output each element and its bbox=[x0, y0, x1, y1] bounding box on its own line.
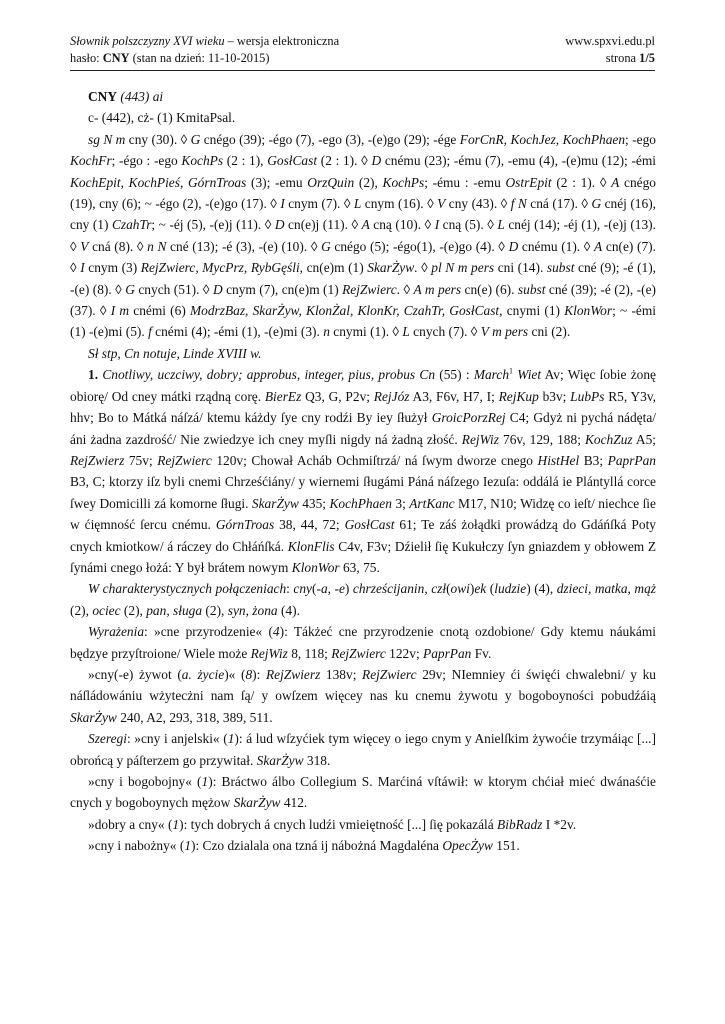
text-run: cnémi (4); -émi (1), -(e)mi (3). bbox=[151, 324, 324, 340]
text-run: cn(e)j (11). ◊ bbox=[284, 217, 362, 233]
text-run: A5; bbox=[632, 431, 657, 447]
site-url[interactable]: www.spxvi.edu.pl bbox=[565, 34, 655, 48]
page-indicator: strona 1/5 bbox=[605, 51, 655, 65]
italic-text-run: czł bbox=[431, 581, 447, 597]
italic-text-run: SkarŻyw bbox=[70, 709, 117, 725]
italic-text-run: RejZwierc bbox=[331, 645, 386, 661]
italic-text-run: BierEz bbox=[264, 388, 302, 404]
text-run: , cn(e)m (1) bbox=[299, 260, 368, 276]
text-run: R5, Y3v, hhv; Bo to Mátká náſzá/ ktemu káżdy ſye cny rodźi By iey ſłużył bbox=[70, 388, 656, 426]
italic-text-run: V bbox=[437, 196, 446, 212]
entry-headword-line bbox=[70, 86, 656, 107]
italic-text-run: RejZwierc bbox=[362, 666, 417, 682]
italic-text-run: KochPhaen bbox=[329, 495, 392, 511]
expressions-paragraph bbox=[70, 621, 656, 664]
italic-text-run: mąż bbox=[634, 581, 656, 597]
italic-text-run: sługa bbox=[173, 602, 203, 618]
text-run: (2 : 1). ◊ bbox=[551, 174, 612, 190]
italic-text-run: GosłCast bbox=[267, 153, 318, 169]
italic-text-run: GosłCast bbox=[344, 517, 395, 533]
text-run: Av; Więc ſobie żonę obiorę/ Od cney mátki rządną corę. bbox=[70, 367, 656, 404]
italic-text-run: ModrzBaz, SkarŻyw, KlonŻal, KlonKr, CzahTr, GosłCast bbox=[190, 303, 500, 319]
text-run: ) bbox=[469, 581, 475, 597]
text-run: 76v, 129, 188; bbox=[498, 431, 585, 447]
text-run: I *2v. bbox=[542, 816, 577, 832]
italic-text-run: G bbox=[321, 238, 331, 254]
italic-text-run: PaprPan bbox=[607, 452, 656, 468]
italic-text-run: I m bbox=[110, 303, 130, 319]
text-run: cny (43). ◊ bbox=[445, 196, 511, 212]
text-run: cné (39); -é (2), -(e) (37). ◊ bbox=[70, 281, 656, 319]
italic-text-run: OpecŻyw bbox=[442, 838, 493, 854]
text-run: (3); -emu bbox=[246, 174, 308, 190]
text-run: b3v; bbox=[538, 388, 571, 404]
italic-text-run: G bbox=[125, 281, 135, 297]
italic-text-run: 1 bbox=[172, 816, 180, 832]
italic-text-run: ArtKanc bbox=[409, 495, 455, 511]
text-run: Fv. bbox=[471, 645, 492, 661]
text-run: cnych (7). ◊ bbox=[409, 324, 481, 340]
text-run: (2), bbox=[70, 602, 93, 618]
italic-text-run: ociec bbox=[92, 602, 121, 618]
text-run: »cny i nabożny« ( bbox=[88, 838, 185, 854]
text-run: 151. bbox=[492, 838, 520, 854]
text-run: (2 : 1). ◊ bbox=[317, 153, 372, 169]
text-run: cn(e) (6). bbox=[461, 281, 518, 297]
italic-text-run: L bbox=[497, 217, 505, 233]
italic-text-run: A bbox=[361, 217, 370, 233]
text-run: . ◊ bbox=[396, 281, 414, 297]
italic-text-run: 4 bbox=[272, 624, 280, 640]
italic-text-run: dzieci bbox=[556, 581, 588, 597]
inflection-paragraph bbox=[70, 129, 656, 343]
text-run: . ◊ bbox=[414, 260, 432, 276]
text-run: cnégo (39); -égo (7), -ego (3), -(e)go (29); -ége bbox=[200, 131, 460, 147]
text-run: 8, 118; bbox=[287, 645, 332, 661]
text-run: (2), bbox=[202, 602, 228, 618]
italic-text-run: I bbox=[434, 217, 440, 233]
italic-text-run: A bbox=[594, 238, 603, 254]
italic-text-run: SkarŻyw bbox=[367, 260, 415, 276]
italic-text-run: 1 bbox=[201, 774, 209, 789]
italic-text-run: GórnTroas bbox=[215, 517, 275, 533]
text-run: )« ( bbox=[224, 666, 246, 682]
italic-text-run: OrzQuin bbox=[307, 174, 355, 190]
italic-text-run: RejZwierz bbox=[265, 666, 321, 682]
italic-text-run: ek bbox=[474, 581, 487, 597]
italic-text-run: CzahTr bbox=[111, 217, 152, 233]
text-run: cná (17). ◊ bbox=[526, 196, 592, 212]
entry-body bbox=[70, 86, 656, 857]
italic-text-run: matka bbox=[594, 581, 628, 597]
entry-variants bbox=[70, 107, 656, 128]
text-run: cnémi (6) bbox=[129, 303, 190, 319]
text-run: cną (10). ◊ bbox=[369, 217, 435, 233]
italic-text-run: G bbox=[591, 196, 602, 212]
italic-text-run: a bbox=[320, 581, 328, 597]
italic-text-run: Wyrażenia bbox=[88, 624, 145, 640]
text-run: 3; bbox=[391, 495, 410, 511]
header-right bbox=[565, 33, 655, 67]
italic-text-run: RejZwierc, MycPrz, RybGęśli bbox=[140, 260, 300, 276]
text-run: ): bbox=[252, 666, 266, 682]
text-run: cnéj (16), cny (1) bbox=[70, 196, 657, 233]
headword: CNY bbox=[88, 89, 118, 104]
italic-text-run: Szeregi bbox=[88, 731, 127, 747]
text-run: 29v; NIemniey ći święći chwalebni/ y ku náſládowániu wżytecżni nam ſą/ y owſzem więcey nas ku cnemu żywotu y bogoboyności pobudźáią bbox=[70, 666, 657, 704]
italic-text-run: RejZwierc bbox=[157, 452, 212, 468]
italic-text-run: 8 bbox=[245, 666, 253, 682]
text-run: , bbox=[245, 602, 253, 618]
text-run: 240, A2, 293, 318, 389, 511. bbox=[116, 709, 273, 725]
italic-text-run: Cnotliwy, uczciwy, dobry; approbus, integer, pius, probus Cn bbox=[102, 367, 436, 383]
italic-text-run: a. życie bbox=[181, 666, 225, 682]
italic-text-run: KochFr bbox=[70, 153, 112, 169]
text-run: ( bbox=[446, 581, 451, 597]
italic-text-run: D bbox=[212, 281, 223, 297]
series-paragraph bbox=[70, 728, 656, 771]
italic-text-run: 1 bbox=[227, 731, 235, 747]
italic-text-run: KlonFlis bbox=[287, 538, 335, 554]
text-run: ): Czo dzialala ona tzná ij nábożná Magdaléna bbox=[191, 838, 443, 854]
italic-text-run: A m pers bbox=[413, 281, 462, 297]
collocations-paragraph bbox=[70, 578, 656, 621]
italic-text-run: GroicPorzRej bbox=[431, 410, 506, 426]
italic-text-run: n bbox=[323, 324, 330, 340]
text-run: cné (13); -é (3), -(e) (10). ◊ bbox=[166, 238, 322, 254]
italic-text-run: A bbox=[611, 174, 620, 190]
text-run: 75v; bbox=[124, 452, 158, 468]
italic-text-run: V bbox=[80, 238, 89, 254]
text-run: 63, 75. bbox=[339, 559, 380, 575]
italic-text-run: BibRadz bbox=[497, 816, 543, 832]
text-run: (2), bbox=[120, 602, 147, 618]
text-run: cny (30). ◊ bbox=[125, 131, 191, 147]
text-run: A3, F6v, H7, I; bbox=[409, 388, 499, 404]
text-run: B3, C; ktorzy iſz byli cnemi Chrześćiány/ y wiernemi ſługámi Páná náſzego Iezuſa: oddálá ie Plántyllá corce ſwey Domicilli zá komorne ſługi. bbox=[70, 474, 656, 511]
text-run: , - bbox=[327, 581, 339, 597]
source-title: Słownik polszczyzny XVI wieku bbox=[70, 34, 225, 48]
text-run: cná (8). ◊ bbox=[88, 238, 148, 254]
text-run: : »cne przyrodzenie« ( bbox=[144, 624, 273, 640]
italic-text-run: KlonWor bbox=[564, 303, 613, 319]
italic-text-run: 1 bbox=[184, 838, 192, 854]
italic-text-run: L bbox=[353, 196, 362, 212]
italic-text-run: D bbox=[508, 238, 519, 254]
text-run: , bbox=[424, 581, 432, 597]
italic-text-run: SkarŻyw bbox=[256, 752, 304, 768]
text-run: ): tych dobrych á cnych ludźi vmieiętność [...] ſię pokazálá bbox=[179, 816, 498, 832]
italic-text-run: pan bbox=[146, 602, 167, 618]
text-run: cnym (16). ◊ bbox=[361, 196, 438, 212]
bold-text-run: 1. bbox=[88, 367, 99, 383]
header-source: Słownik polszczyzny XVI wieku – wersja elektroniczna bbox=[70, 34, 340, 48]
text-run: 1 bbox=[509, 366, 514, 376]
italic-text-run: Wiet bbox=[513, 367, 542, 383]
text-run: ; -ego bbox=[625, 131, 656, 147]
text-run: 318. bbox=[303, 752, 331, 768]
sources-note bbox=[70, 343, 656, 364]
text-run: cnym (7), cn(e)m (1) bbox=[222, 281, 343, 297]
text-run: cnymi (1). ◊ bbox=[329, 324, 403, 340]
text-run: ): Bráctwo álbo Collegium S. Marćiná vſtáwił: w ktorym chćiał mieć dwánaśćie cnych y bogoboynych mężow bbox=[70, 774, 657, 811]
text-run: ; -ému : -emu bbox=[424, 174, 506, 190]
italic-text-run: KochEpit, KochPieś, GórnTroas bbox=[70, 174, 247, 190]
italic-text-run: KochPs bbox=[382, 174, 425, 190]
page-header bbox=[70, 33, 655, 67]
text-run: cni (2). bbox=[528, 324, 571, 340]
italic-text-run: L bbox=[402, 324, 410, 340]
italic-text-run: syn bbox=[227, 602, 246, 618]
text-run: 138v; bbox=[320, 666, 363, 682]
text-run: : bbox=[286, 581, 294, 597]
text-run: cnych (51). ◊ bbox=[134, 281, 213, 297]
sense-1-paragraph bbox=[70, 364, 656, 578]
italic-text-run: e bbox=[338, 581, 345, 597]
italic-text-run: RejZwierz bbox=[70, 452, 125, 468]
text-run: ( bbox=[486, 581, 495, 597]
italic-text-run: March bbox=[473, 367, 510, 383]
italic-text-run: SkarŻyw bbox=[233, 795, 281, 811]
text-run: B3; bbox=[579, 452, 608, 468]
italic-text-run: LubPs bbox=[570, 388, 605, 404]
expression-cny-zywot bbox=[70, 664, 656, 728]
italic-text-run: I bbox=[280, 196, 285, 212]
text-run: M17, N10; Widzę co ieſt/ niechce ſie w ćięmność ſercu cnému. bbox=[70, 495, 656, 533]
text-run: cnému (1). ◊ bbox=[518, 238, 595, 254]
italic-text-run: PaprPan bbox=[423, 645, 472, 661]
italic-text-run: D bbox=[274, 217, 285, 233]
italic-text-run: KlonWor bbox=[291, 559, 340, 575]
text-run: cnéj (14); -éj (1), -(e)j (13). ◊ bbox=[70, 217, 656, 254]
text-run: (2 : 1), bbox=[223, 153, 268, 169]
text-run: 38, 44, 72; bbox=[274, 517, 345, 533]
italic-text-run: RejWiz bbox=[461, 431, 499, 447]
italic-text-run: RejJóz bbox=[373, 388, 410, 404]
text-run: C4v, F3v; Dźielił ſię Kukułczy ſyn gniazdem y obłowem Z ſynámi cnego łożá: Y był brátem nowym bbox=[70, 538, 657, 575]
text-run: (- bbox=[312, 581, 321, 597]
header-left bbox=[70, 33, 339, 67]
series-cny-bogobojny bbox=[70, 771, 656, 814]
text-run: (55) : bbox=[435, 367, 474, 383]
text-run: c- (442), cż- (1) KmitaPsal. bbox=[88, 110, 236, 126]
text-run: ; ~ -éj (5), -(e)j (11). ◊ bbox=[151, 217, 275, 233]
italic-text-run: (443) ai bbox=[117, 89, 164, 104]
text-run: »cny(-e) żywot ( bbox=[88, 666, 182, 682]
italic-text-run: n N bbox=[147, 238, 167, 254]
text-run: (2), bbox=[354, 174, 383, 190]
text-run: cni (14). bbox=[494, 260, 547, 276]
italic-text-run: owi bbox=[450, 581, 470, 597]
italic-text-run: D bbox=[371, 153, 382, 169]
italic-text-run: ludzie bbox=[494, 581, 527, 597]
italic-text-run: W charakterystycznych połączeniach bbox=[88, 581, 287, 597]
italic-text-run: RejZwierc bbox=[342, 281, 397, 297]
italic-text-run: OstrEpit bbox=[505, 174, 552, 190]
text-run: ; -égo : -ego bbox=[111, 153, 182, 169]
italic-text-run: KochZuz bbox=[584, 431, 633, 447]
text-run: , bbox=[587, 581, 595, 597]
italic-text-run: cny bbox=[293, 581, 313, 597]
text-run: Q3, G, P2v; bbox=[301, 388, 374, 404]
text-run: cnégo (19), cny (6); ~ -égo (2), -(e)go (17). ◊ bbox=[70, 174, 657, 212]
entry-word: CNY bbox=[102, 51, 130, 65]
text-run: »dobry a cny« ( bbox=[88, 816, 173, 832]
italic-text-run: V m pers bbox=[480, 324, 529, 340]
italic-text-run: subst bbox=[546, 260, 575, 276]
text-run: cnému (23); -ému (7), -emu (4), -(e)mu (12); -émi bbox=[381, 153, 656, 169]
series-cny-nabozny bbox=[70, 835, 656, 856]
header-entry: hasło: CNY (stan na dzień: 11-10-2015) bbox=[70, 51, 270, 65]
text-run: cną (5). ◊ bbox=[439, 217, 498, 233]
italic-text-run: pl N m pers bbox=[431, 260, 495, 276]
italic-text-run: subst bbox=[517, 281, 546, 297]
header-rule bbox=[70, 70, 655, 71]
text-run: , bbox=[166, 602, 174, 618]
text-run: 435; bbox=[298, 495, 330, 511]
italic-text-run: KochPs bbox=[181, 153, 224, 169]
text-run: ) (4), bbox=[526, 581, 557, 597]
italic-text-run: Sł stp, Cn notuje, Linde XVIII w. bbox=[88, 345, 262, 361]
italic-text-run: HistHel bbox=[537, 452, 580, 468]
text-run: 120v; Chował Acháb Ochmiſtrzá/ ná ſwym dworze cnego bbox=[211, 452, 538, 468]
italic-text-run: żona bbox=[252, 602, 278, 618]
text-run: ): á lud wſzyćiek tym więcey o iego cnym y Anielſkim żywoćie trzymáiąc [...] obrońcą y páſterzem go przywitał. bbox=[70, 731, 656, 768]
text-run: (4). bbox=[277, 602, 300, 618]
italic-text-run: ForCnR, KochJez, KochPhaen bbox=[459, 131, 626, 147]
italic-text-run: SkarŻyw bbox=[251, 495, 299, 511]
text-run: »cny i bogobojny« ( bbox=[88, 774, 202, 789]
text-run: ; ~ -émi (1) -(e)mi (5). bbox=[70, 303, 656, 340]
italic-text-run: sg N m bbox=[88, 131, 126, 147]
text-run: cné (9); -é (1), -(e) (8). ◊ bbox=[70, 260, 657, 297]
text-run: , cnymi (1) bbox=[499, 303, 565, 319]
text-run: C4; Gdyż ni pychá nádęta/ áni żadna zazdrość/ Nie zwiedzye ich cney myſli nigdy ná żadną złość. bbox=[70, 410, 656, 447]
text-run: ) bbox=[344, 581, 353, 597]
text-run: cnym (3) bbox=[84, 260, 141, 276]
italic-text-run: f bbox=[148, 324, 152, 340]
text-run: 412. bbox=[280, 795, 308, 811]
text-run: cnym (7). ◊ bbox=[284, 196, 354, 212]
italic-text-run: RejKup bbox=[498, 388, 539, 404]
text-run: cnégo (5); -égo(1), -(e)go (4). ◊ bbox=[330, 238, 509, 254]
text-run: ): Tákżeć cne przyrodzenie cnotą ozdobione/ Gdy ktemu náukámi będzye przyſtroione/ Wiele może bbox=[70, 624, 656, 661]
text-run: cn(e) (7). ◊ bbox=[70, 238, 656, 276]
text-run: 122v; bbox=[385, 645, 424, 661]
text-run: 61; Te záś żołądki prowádzą do Gdáńſká Poty cnych kmiotkow/ á ráczey do Chłáńſká. bbox=[70, 517, 656, 554]
italic-text-run: G bbox=[190, 131, 201, 147]
italic-text-run: I bbox=[80, 260, 85, 276]
text-run: : »cny i anjelski« ( bbox=[126, 731, 228, 747]
italic-text-run: RejWiz bbox=[250, 645, 288, 661]
italic-text-run: chrześcijanin bbox=[352, 581, 425, 597]
series-dobry-a-cny bbox=[70, 814, 656, 835]
text-run: , bbox=[627, 581, 635, 597]
italic-text-run: f N bbox=[510, 196, 527, 212]
